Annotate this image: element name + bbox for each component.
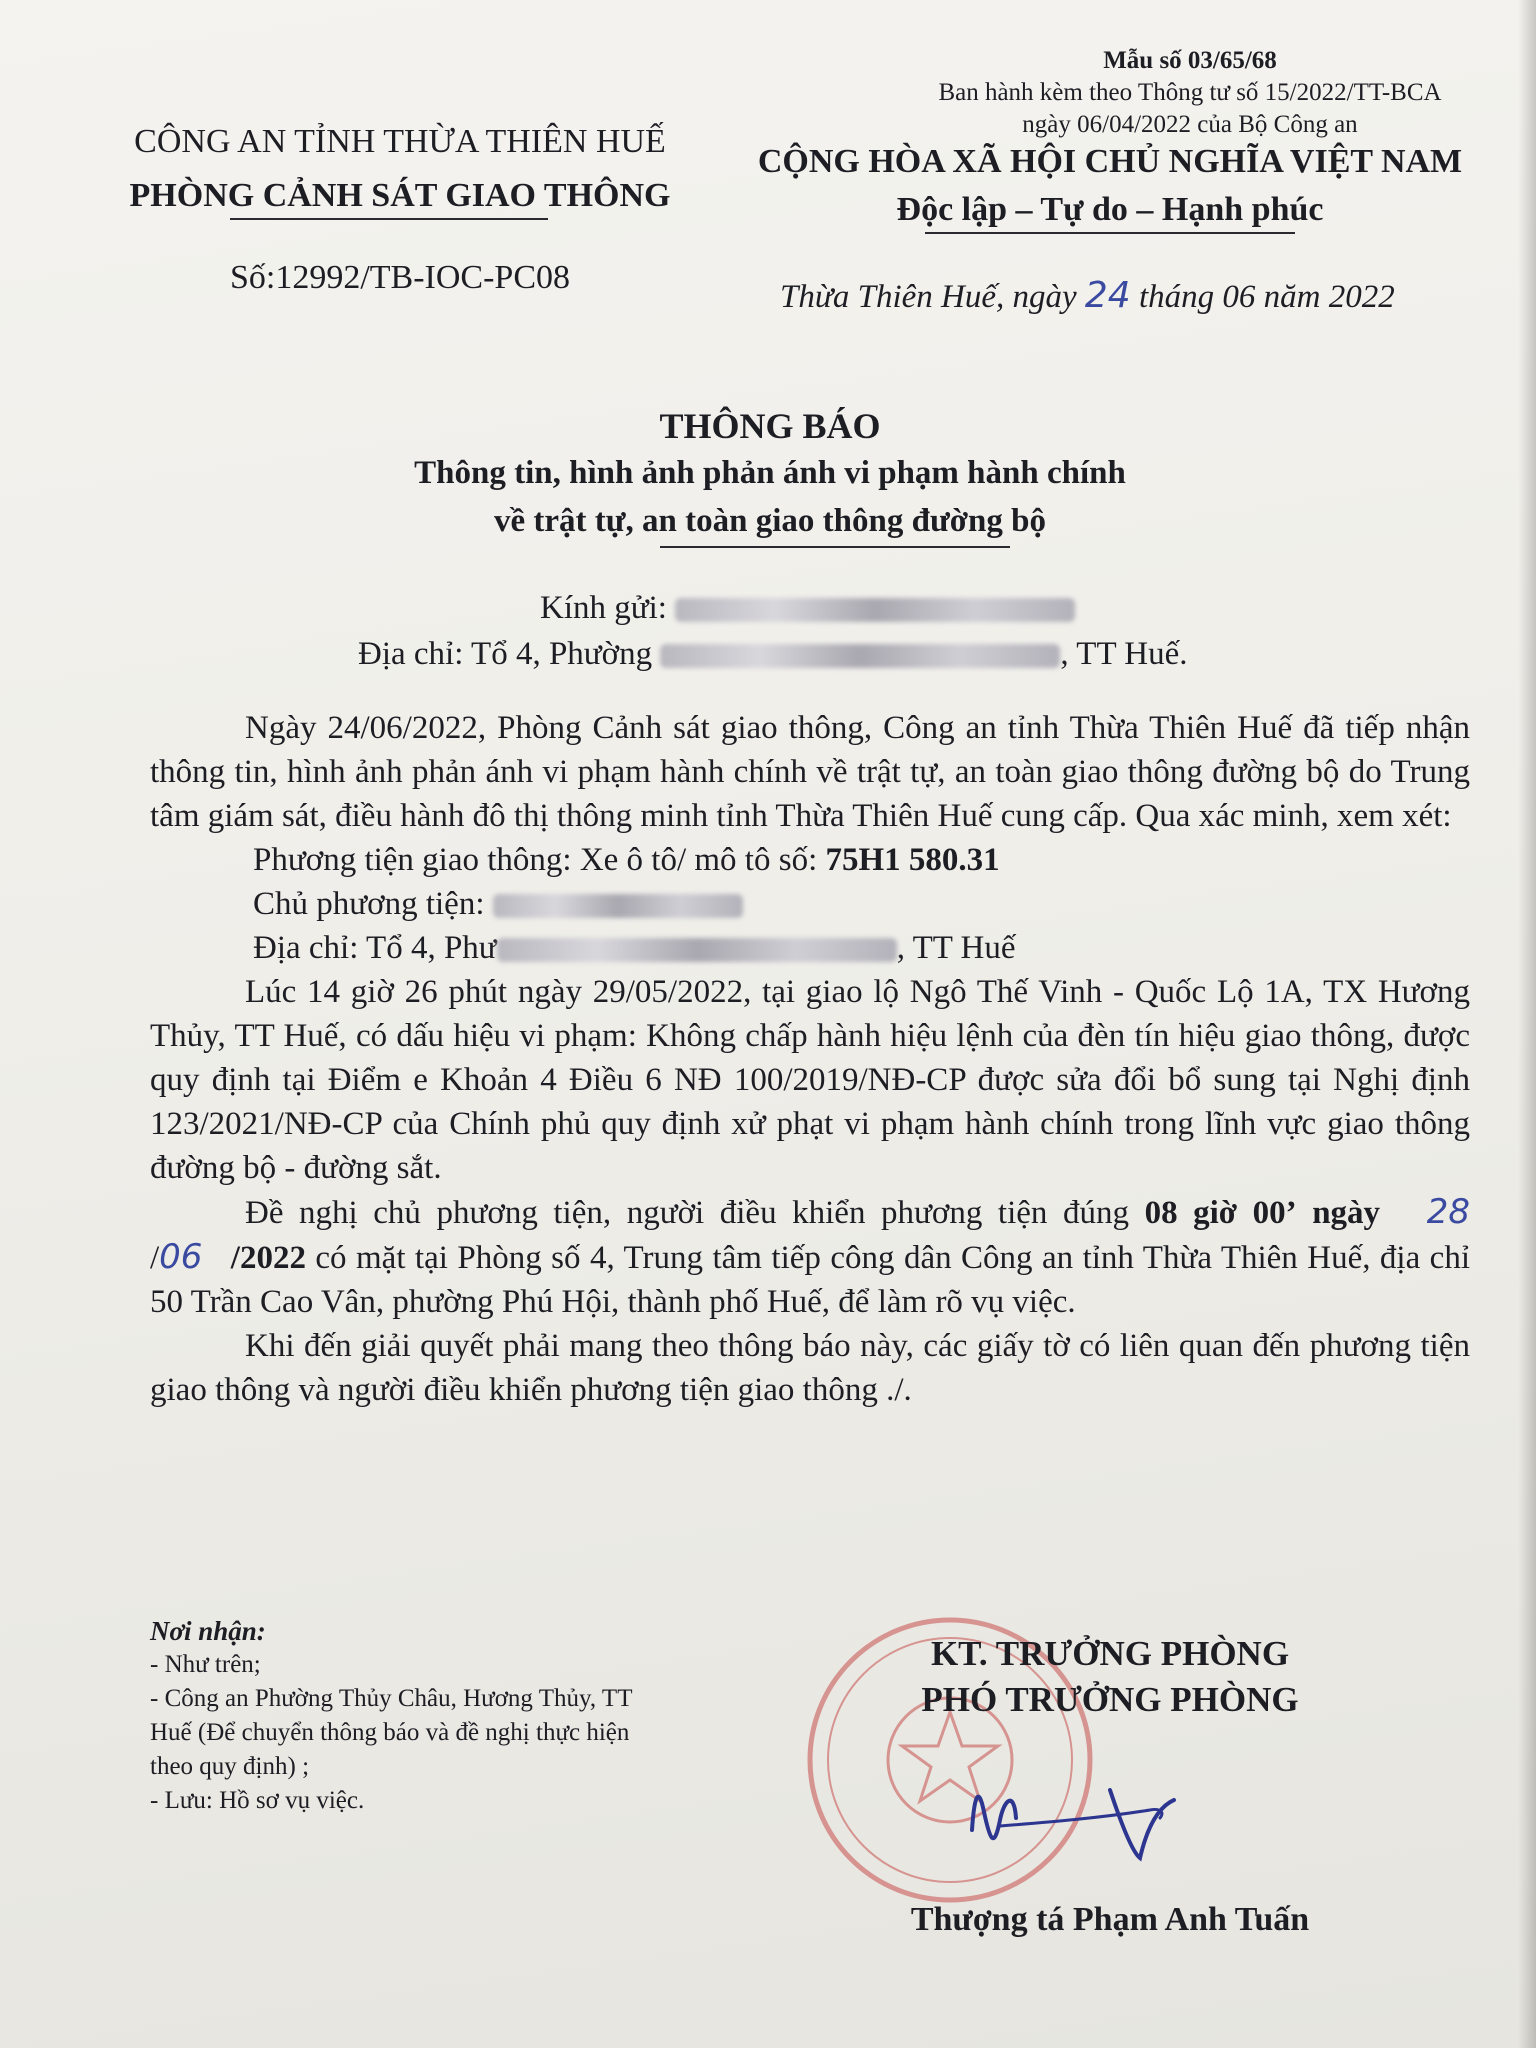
notice-subtitle-1: Thông tin, hình ảnh phản ánh vi phạm hành chính — [414, 455, 1126, 491]
form-issued-date: ngày 06/04/2022 của Bộ Công an — [1022, 111, 1358, 138]
owner-label: Chủ phương tiện: — [253, 886, 485, 922]
place-date-suffix: tháng 06 năm 2022 — [1138, 279, 1395, 315]
page-edge-shadow — [1518, 0, 1536, 2048]
receiver-item: - Như trên; — [150, 1651, 261, 1678]
place-date-prefix: Thừa Thiên Huế, ngày — [780, 279, 1077, 315]
receiver-item: Huế (Để chuyển thông báo và đề nghị thực hiện — [150, 1719, 630, 1746]
place-date — [780, 276, 1395, 317]
request-rest: có mặt tại Phòng số 4, Trung tâm tiếp công dân Công an tỉnh Thừa Thiên Huế, địa chỉ 50 Trần Cao Vân, phường Phú Hội, thành phố Huế, để làm rõ vụ việc. — [150, 1240, 1470, 1320]
paragraph-violation: Lúc 14 giờ 26 phút ngày 29/05/2022, tại giao lộ Ngô Thế Vinh - Quốc Lộ 1A, TX Hương Thủy, TT Huế, có dấu hiệu vi phạm: Không chấp hành hiệu lệnh của đèn tín hiệu giao thông, được quy định tại Điểm e Khoản 4 Điều 6 NĐ 100/2019/NĐ-CP được sửa đổi bổ sung tại Nghị định 123/2021/NĐ-CP của Chính phủ quy định xử phạt vi phạm hành chính trong lĩnh vực giao thông đường bộ - đường sắt. — [150, 974, 1470, 1186]
notice-subtitle-2: về trật tự, an toàn giao thông đường bộ — [493, 503, 1046, 539]
recipient-address-suffix: , TT Huế. — [1060, 636, 1188, 672]
redacted-recipient-name — [675, 598, 1075, 622]
vehicle-line — [150, 838, 1470, 882]
owner-address-line — [150, 926, 1470, 970]
signer-name: Thượng tá Phạm Anh Tuấn — [910, 1901, 1310, 1938]
agency-underline — [230, 218, 548, 220]
request-time: 08 giờ 00’ — [1144, 1195, 1297, 1231]
notice-body — [150, 706, 1470, 1412]
agency-name: PHÒNG CẢNH SÁT GIAO THÔNG — [129, 177, 671, 214]
request-month-separator: / — [150, 1240, 160, 1276]
recipient-label: Kính gửi: — [540, 590, 667, 626]
owner-address-prefix: Địa chỉ: Tổ 4, Phư — [253, 930, 497, 966]
receiver-item: - Lưu: Hồ sơ vụ việc. — [150, 1787, 365, 1814]
form-issued-with: Ban hành kèm theo Thông tư số 15/2022/TT-BCA — [938, 79, 1442, 106]
signature-title-1: KT. TRƯỞNG PHÒNG — [930, 1634, 1290, 1673]
receivers-block — [150, 1614, 632, 1818]
notice-title: THÔNG BÁO — [659, 406, 881, 446]
request-year: /2022 — [230, 1240, 306, 1276]
handwritten-signature — [960, 1760, 1190, 1870]
request-month-handwritten: 06 — [159, 1237, 203, 1277]
owner-line — [150, 882, 1470, 926]
request-day-label: ngày — [1312, 1195, 1381, 1231]
request-day-handwritten: 28 — [1426, 1192, 1471, 1232]
receiver-item: - Công an Phường Thủy Châu, Hương Thủy, TT — [150, 1685, 633, 1712]
vehicle-plate: 75H1 580.31 — [825, 842, 1000, 878]
redacted-owner-name — [493, 894, 743, 918]
motto: Độc lập – Tự do – Hạnh phúc — [896, 191, 1324, 228]
agency-parent: CÔNG AN TỈNH THỪA THIÊN HUẾ — [134, 123, 666, 160]
recipient-address — [358, 634, 1188, 674]
paragraph-request — [150, 1190, 1470, 1324]
place-date-day-handwritten: 24 — [1084, 275, 1131, 316]
receivers-heading: Nơi nhận: — [150, 1616, 266, 1646]
recipient-address-prefix: Địa chỉ: Tổ 4, Phường — [358, 636, 653, 672]
redacted-owner-address — [497, 938, 897, 962]
redacted-recipient-address — [660, 644, 1060, 668]
nation-title: CỘNG HÒA XÃ HỘI CHỦ NGHĨA VIỆT NAM — [757, 143, 1463, 180]
form-number: Mẫu số 03/65/68 — [1103, 47, 1277, 74]
paragraph-intro: Ngày 24/06/2022, Phòng Cảnh sát giao thông, Công an tỉnh Thừa Thiên Huế đã tiếp nhận thông tin, hình ảnh phản ánh vi phạm hành chính về trật tự, an toàn giao thông đường bộ do Trung tâm giám sát, điều hành đô thị thông minh tỉnh Thừa Thiên Huế cung cấp. Qua xác minh, xem xét: — [150, 710, 1470, 834]
paragraph-closing: Khi đến giải quyết phải mang theo thông báo này, các giấy tờ có liên quan đến phương tiện giao thông và người điều khiển phương tiện giao thông ./. — [150, 1328, 1470, 1408]
title-underline — [660, 546, 1010, 548]
vehicle-label: Phương tiện giao thông: Xe ô tô/ mô tô số: — [253, 842, 818, 878]
document-number: Số:12992/TB-IOC-PC08 — [229, 259, 571, 296]
owner-address-suffix: , TT Huế — [896, 930, 1016, 966]
motto-underline — [925, 232, 1295, 234]
recipient-line — [540, 588, 1075, 628]
signature-title-2: PHÓ TRƯỞNG PHÒNG — [921, 1680, 1299, 1719]
request-start: Đề nghị chủ phương tiện, người điều khiển phương tiện đúng — [245, 1195, 1129, 1231]
receiver-item: theo quy định) ; — [150, 1753, 310, 1780]
